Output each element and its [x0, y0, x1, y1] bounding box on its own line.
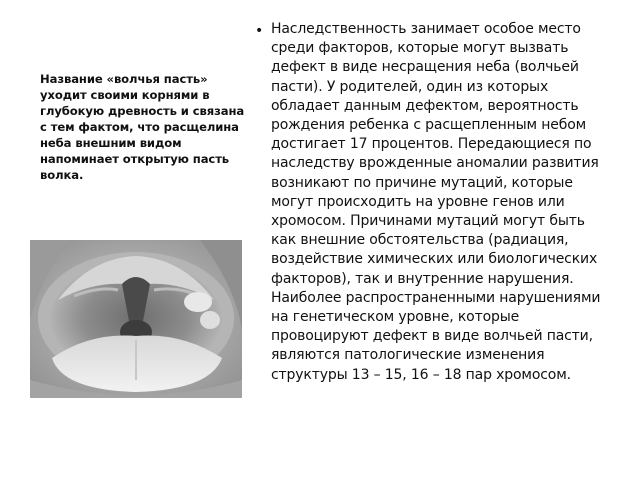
- photo-caption: Название «волчья пасть» уходит своими корнями в глубокую древность и связана с тем фактом, что расщелина неба внешним видом напоминает открытую пасть волка.: [40, 72, 245, 182]
- heredity-paragraph: Наследственность занимает особое место среди факторов, которые могут вызвать дефект в виде несращения неба (волчьей пасти). У родителей, один из которых обладает данным дефектом, вероятность рождения ребенка с расщепленным небом достигает 17 процентов. Передающиеся по наследству врожденные аномалии развития возникают по причине мутаций, которые могут происходить на уровне генов или хромосом. Причинами мутаций могут быть как внешние обстоятельства (радиация, воздействие химических или биологических факторов), так и внутренние нарушения. Наиболее распространенными нарушениями на генетическом уровне, которые провоцируют дефект в виде волчьей пасти, являются патологические изменения структуры 13 – 15, 16 – 18 пар хромосом.: [271, 21, 601, 383]
- list-item: [255, 20, 610, 385]
- cleft-palate-photo: [30, 240, 242, 398]
- bullet-marker: •: [255, 23, 264, 39]
- open-mouth-photo-icon: [30, 240, 242, 398]
- bullet-list: [255, 20, 610, 385]
